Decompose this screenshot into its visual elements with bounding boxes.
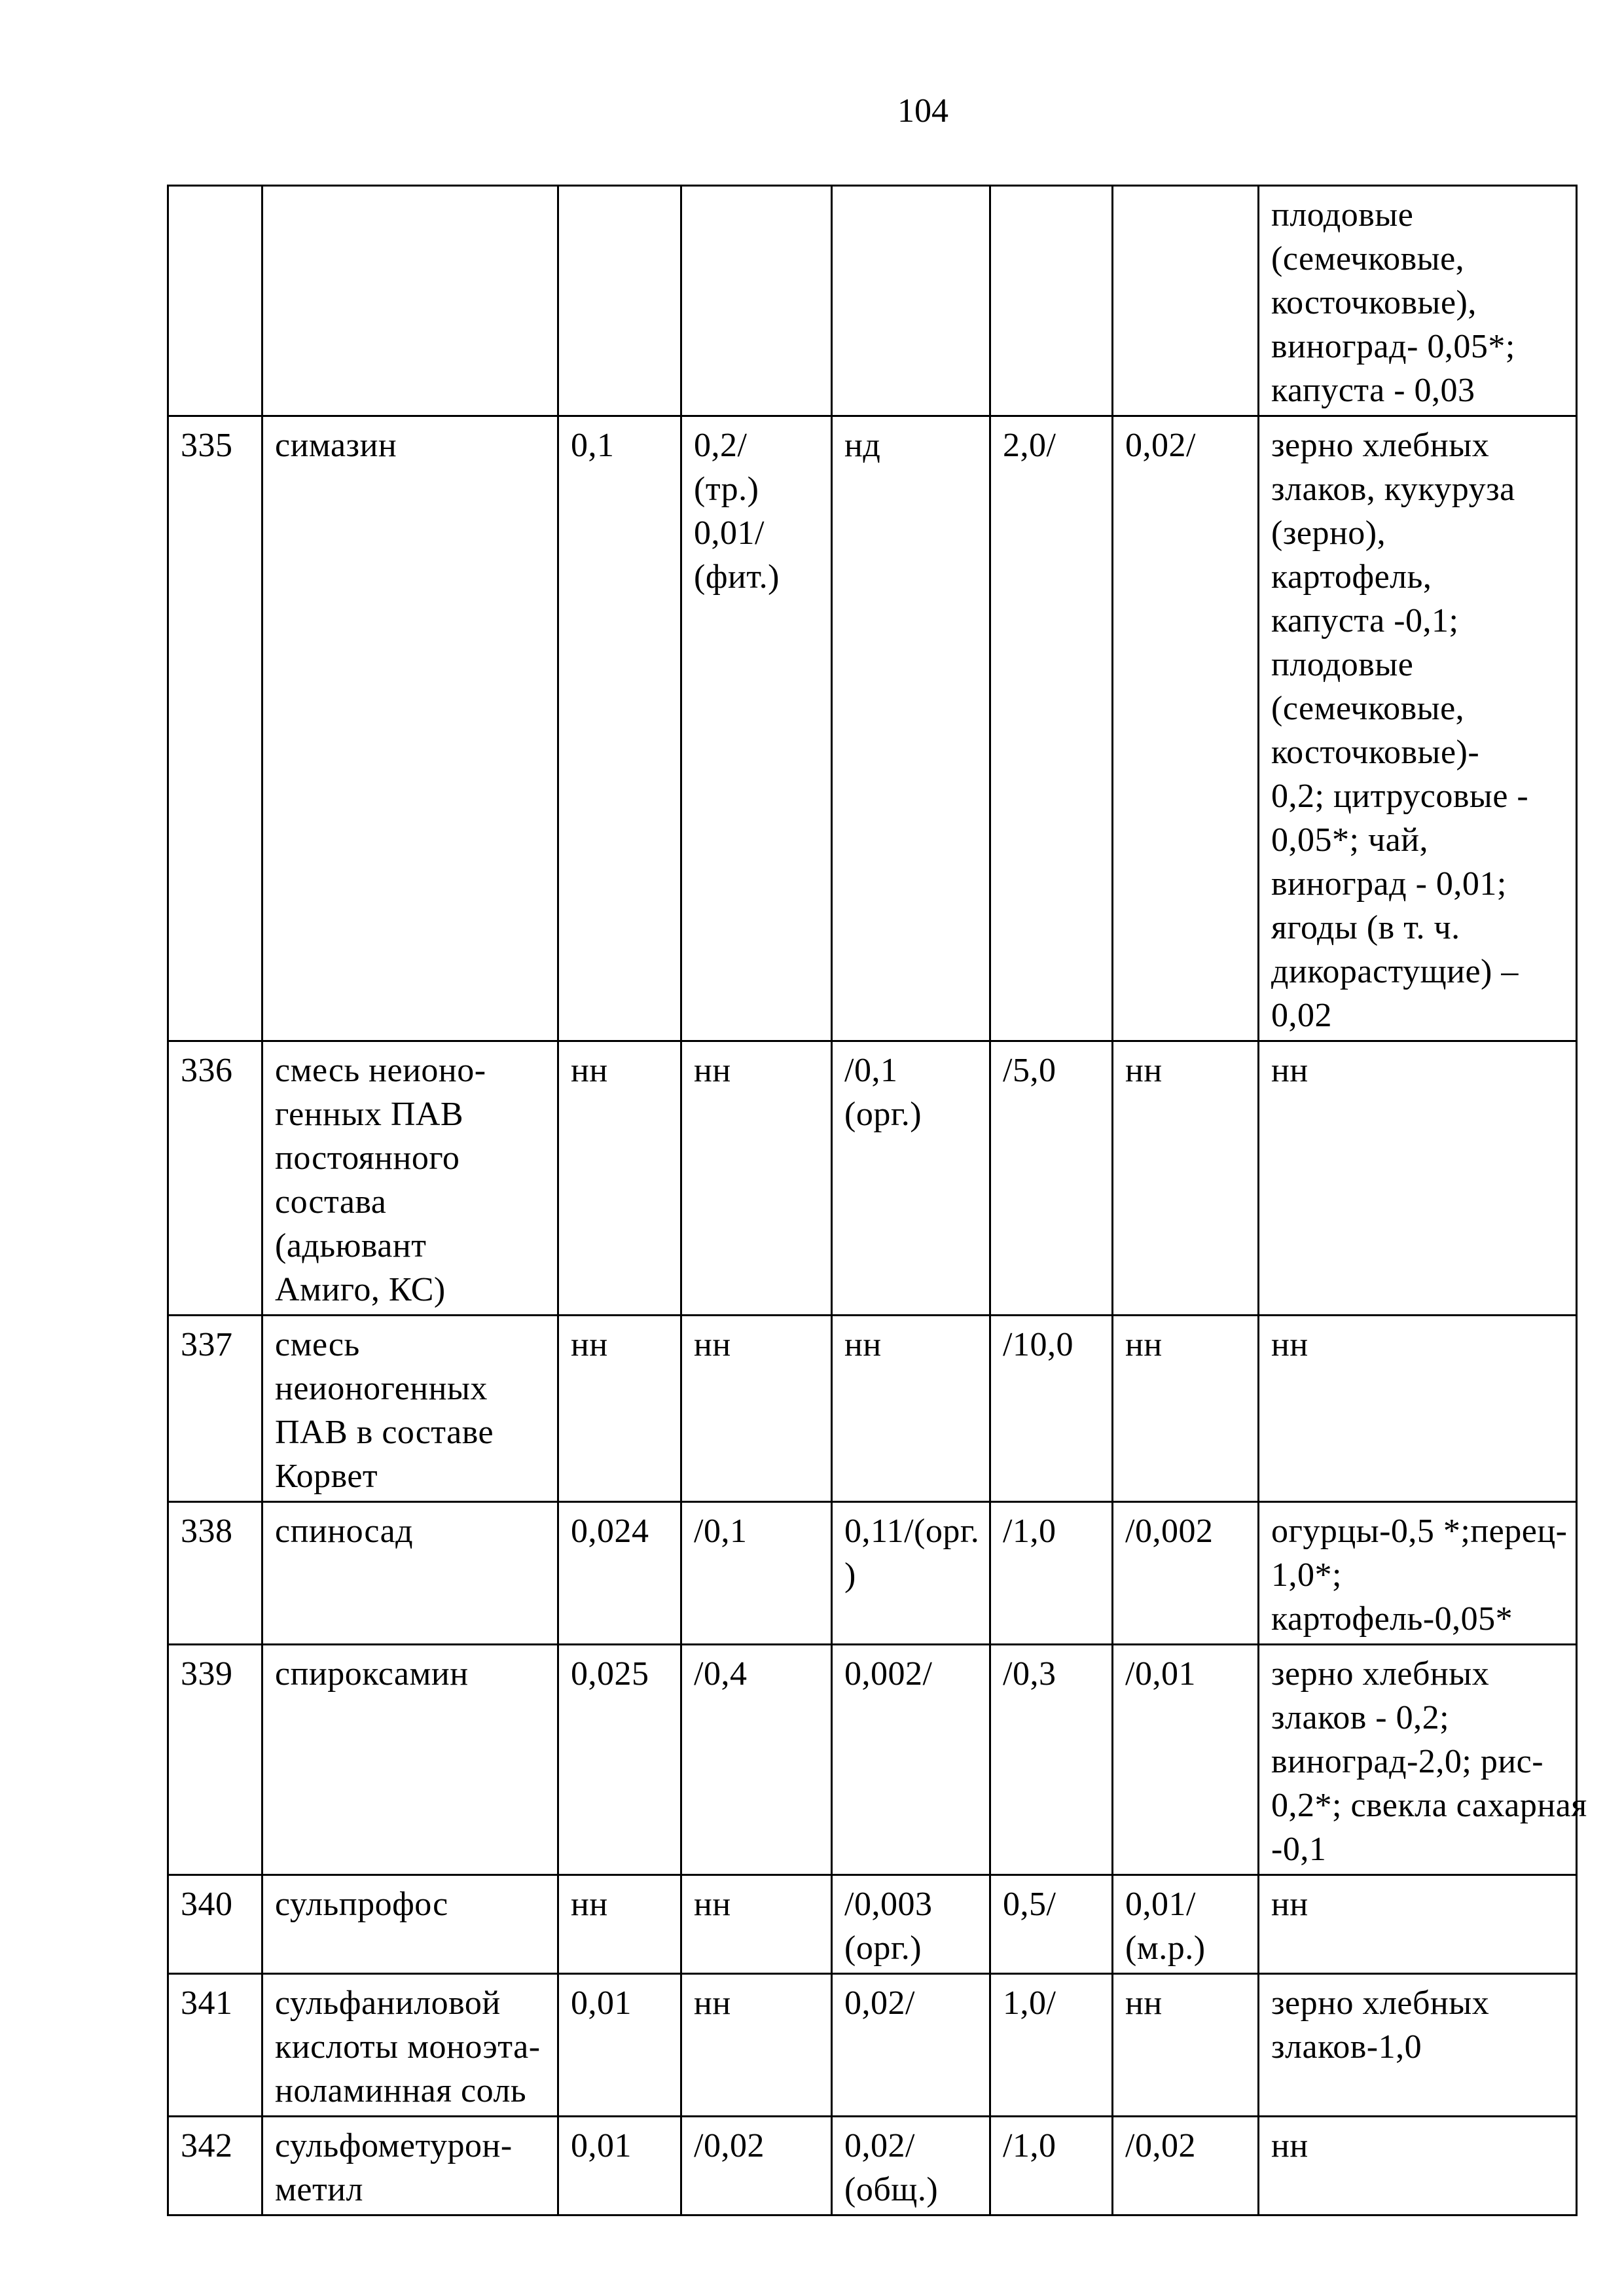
cell-crops-mrl bbox=[1259, 2117, 1577, 2215]
cell-text-line: неионогенных bbox=[275, 1370, 488, 1407]
table-row bbox=[168, 1041, 1577, 1316]
cell-text-line: 0,01/ bbox=[694, 514, 765, 552]
cell-col-5 bbox=[832, 1041, 990, 1316]
cell-text-line: 0,05*; чай, bbox=[1271, 821, 1429, 859]
cell-text-line: плодовые bbox=[1271, 196, 1414, 234]
cell-row-number bbox=[168, 416, 262, 1041]
cell-text-line: капуста -0,1; bbox=[1271, 602, 1459, 639]
cell-text-line: 0,02/ bbox=[844, 2127, 915, 2164]
cell-col-5 bbox=[832, 186, 990, 416]
cell-col-4 bbox=[681, 186, 832, 416]
cell-col-5 bbox=[832, 1875, 990, 1974]
cell-row-number bbox=[168, 1645, 262, 1875]
cell-text-line: нн bbox=[844, 1326, 882, 1363]
cell-substance-name bbox=[262, 416, 558, 1041]
cell-col-3 bbox=[558, 1041, 681, 1316]
cell-text-line: /1,0 bbox=[1003, 1513, 1056, 1550]
cell-col-7 bbox=[1113, 1645, 1259, 1875]
cell-text-line: виноград-2,0; рис- bbox=[1271, 1743, 1544, 1780]
cell-col-5 bbox=[832, 1974, 990, 2117]
cell-text-line: смесь bbox=[275, 1326, 360, 1363]
table-row bbox=[168, 1645, 1577, 1875]
cell-col-3 bbox=[558, 186, 681, 416]
cell-text-line: сульфометурон- bbox=[275, 2127, 513, 2164]
cell-text-line: (тр.) bbox=[694, 471, 759, 508]
cell-col-5 bbox=[832, 2117, 990, 2215]
table-row bbox=[168, 1316, 1577, 1502]
cell-text-line: симазин bbox=[275, 427, 397, 464]
cell-text-line: /1,0 bbox=[1003, 2127, 1056, 2164]
cell-text-line: /0,02 bbox=[694, 2127, 765, 2164]
cell-row-number bbox=[168, 1974, 262, 2117]
cell-col-5 bbox=[832, 1502, 990, 1645]
table-row bbox=[168, 186, 1577, 416]
cell-col-3 bbox=[558, 416, 681, 1041]
cell-text-line: нн bbox=[694, 1886, 731, 1923]
cell-text-line: 342 bbox=[181, 2127, 233, 2164]
cell-col-6 bbox=[990, 1875, 1113, 1974]
table-row bbox=[168, 2117, 1577, 2215]
table-row bbox=[168, 1974, 1577, 2117]
cell-col-4 bbox=[681, 1645, 832, 1875]
cell-text-line: (зерно), bbox=[1271, 514, 1386, 552]
cell-col-5 bbox=[832, 1645, 990, 1875]
cell-col-6 bbox=[990, 1041, 1113, 1316]
table-row bbox=[168, 1502, 1577, 1645]
cell-text-line: ПАВ в составе bbox=[275, 1414, 494, 1451]
cell-text-line: 338 bbox=[181, 1513, 233, 1550]
cell-col-4 bbox=[681, 1041, 832, 1316]
cell-text-line: /0,1 bbox=[694, 1513, 748, 1550]
cell-col-7 bbox=[1113, 1875, 1259, 1974]
table-body bbox=[168, 186, 1587, 2215]
cell-text-line: нн bbox=[571, 1886, 608, 1923]
cell-text-line: 0,024 bbox=[571, 1513, 649, 1550]
cell-text-line: нн bbox=[1125, 1326, 1163, 1363]
cell-substance-name bbox=[262, 1974, 558, 2117]
cell-text-line: /0,003 bbox=[844, 1886, 933, 1923]
cell-text-line: Корвет bbox=[275, 1458, 378, 1495]
cell-text-line: нн bbox=[1125, 1052, 1163, 1089]
cell-text-line: 0,025 bbox=[571, 1655, 649, 1693]
cell-row-number bbox=[168, 1502, 262, 1645]
cell-col-3 bbox=[558, 1645, 681, 1875]
cell-substance-name bbox=[262, 1502, 558, 1645]
cell-col-3 bbox=[558, 1974, 681, 2117]
cell-text-line: ) bbox=[844, 1556, 856, 1594]
cell-text-line: виноград - 0,01; bbox=[1271, 865, 1507, 903]
cell-text-line: злаков, кукуруза bbox=[1271, 471, 1515, 508]
cell-text-line: (семечковые, bbox=[1271, 690, 1465, 727]
cell-text-line: /10,0 bbox=[1003, 1326, 1074, 1363]
cell-text-line: постоянного bbox=[275, 1139, 460, 1177]
cell-text-line: нн bbox=[694, 1984, 731, 2022]
cell-col-7 bbox=[1113, 1502, 1259, 1645]
cell-text-line: зерно хлебных bbox=[1271, 427, 1490, 464]
cell-col-7 bbox=[1113, 1041, 1259, 1316]
cell-text-line: 336 bbox=[181, 1052, 233, 1089]
cell-text-line: ноламинная соль bbox=[275, 2072, 527, 2109]
cell-text-line: виноград- 0,05*; bbox=[1271, 328, 1515, 365]
cell-text-line: (семечковые, bbox=[1271, 240, 1465, 278]
cell-text-line: дикорастущие) – bbox=[1271, 953, 1519, 990]
cell-col-6 bbox=[990, 2117, 1113, 2215]
cell-text-line: нн bbox=[1271, 1052, 1308, 1089]
cell-text-line: /0,3 bbox=[1003, 1655, 1056, 1693]
cell-row-number bbox=[168, 1316, 262, 1502]
cell-text-line: /0,002 bbox=[1125, 1513, 1214, 1550]
cell-text-line: Амиго, КС) bbox=[275, 1271, 446, 1308]
hygiene-standards-table bbox=[167, 185, 1587, 2216]
cell-col-7 bbox=[1113, 2117, 1259, 2215]
cell-text-line: нн bbox=[571, 1326, 608, 1363]
cell-text-line: 0,1 bbox=[571, 427, 615, 464]
cell-text-line: 0,5/ bbox=[1003, 1886, 1056, 1923]
cell-text-line: 335 bbox=[181, 427, 233, 464]
cell-row-number bbox=[168, 1875, 262, 1974]
page-number: 104 bbox=[897, 92, 948, 130]
cell-text-line: нн bbox=[1271, 2127, 1308, 2164]
cell-text-line: сульфаниловой bbox=[275, 1984, 501, 2022]
cell-col-5 bbox=[832, 1316, 990, 1502]
cell-col-6 bbox=[990, 1645, 1113, 1875]
cell-col-3 bbox=[558, 1875, 681, 1974]
cell-text-line: кислоты моноэта- bbox=[275, 2028, 541, 2066]
cell-text-line: (адьювант bbox=[275, 1227, 427, 1265]
cell-col-6 bbox=[990, 1974, 1113, 2117]
cell-text-line: огурцы-0,5 *;перец- bbox=[1271, 1513, 1568, 1550]
cell-text-line: 0,2/ bbox=[694, 427, 748, 464]
cell-col-6 bbox=[990, 1316, 1113, 1502]
cell-text-line: 0,02/ bbox=[1125, 427, 1196, 464]
cell-col-3 bbox=[558, 2117, 681, 2215]
cell-text-line: 0,01 bbox=[571, 1984, 632, 2022]
cell-col-4 bbox=[681, 2117, 832, 2215]
cell-text-line: капуста - 0,03 bbox=[1271, 372, 1475, 409]
cell-col-6 bbox=[990, 186, 1113, 416]
cell-crops-mrl bbox=[1259, 186, 1577, 416]
cell-crops-mrl bbox=[1259, 1041, 1577, 1316]
cell-text-line: спироксамин bbox=[275, 1655, 469, 1693]
cell-text-line: 339 bbox=[181, 1655, 233, 1693]
cell-col-6 bbox=[990, 416, 1113, 1041]
cell-crops-mrl bbox=[1259, 416, 1577, 1041]
cell-text-line: сульпрофос bbox=[275, 1886, 448, 1923]
cell-text-line: ягоды (в т. ч. bbox=[1271, 909, 1460, 946]
cell-text-line: 0,02 bbox=[1271, 997, 1332, 1034]
cell-text-line: 341 bbox=[181, 1984, 233, 2022]
cell-col-4 bbox=[681, 1502, 832, 1645]
cell-text-line: /0,02 bbox=[1125, 2127, 1196, 2164]
cell-row-number bbox=[168, 186, 262, 416]
cell-text-line: нн bbox=[694, 1326, 731, 1363]
cell-text-line: 1,0/ bbox=[1003, 1984, 1056, 2022]
cell-substance-name bbox=[262, 1041, 558, 1316]
cell-text-line: 0,002/ bbox=[844, 1655, 933, 1693]
cell-substance-name bbox=[262, 1875, 558, 1974]
cell-col-7 bbox=[1113, 416, 1259, 1041]
cell-text-line: (общ.) bbox=[844, 2171, 939, 2208]
cell-substance-name bbox=[262, 1645, 558, 1875]
cell-substance-name bbox=[262, 1316, 558, 1502]
cell-text-line: нн bbox=[1271, 1326, 1308, 1363]
cell-text-line: нн bbox=[571, 1052, 608, 1089]
cell-col-6 bbox=[990, 1502, 1113, 1645]
cell-text-line: зерно хлебных bbox=[1271, 1655, 1490, 1693]
cell-text-line: (орг.) bbox=[844, 1929, 922, 1967]
cell-text-line: косточковые)- bbox=[1271, 734, 1480, 771]
cell-col-3 bbox=[558, 1316, 681, 1502]
cell-col-3 bbox=[558, 1502, 681, 1645]
cell-text-line: смесь неионо- bbox=[275, 1052, 486, 1089]
table-row bbox=[168, 1875, 1577, 1974]
cell-col-4 bbox=[681, 1974, 832, 2117]
cell-crops-mrl bbox=[1259, 1974, 1577, 2117]
cell-text-line: состава bbox=[275, 1183, 387, 1221]
cell-text-line: /0,1 bbox=[844, 1052, 898, 1089]
cell-crops-mrl bbox=[1259, 1502, 1577, 1645]
cell-text-line: 2,0/ bbox=[1003, 427, 1056, 464]
cell-text-line: нн bbox=[1125, 1984, 1163, 2022]
cell-text-line: 0,01 bbox=[571, 2127, 632, 2164]
cell-substance-name bbox=[262, 186, 558, 416]
cell-crops-mrl bbox=[1259, 1875, 1577, 1974]
cell-col-7 bbox=[1113, 1974, 1259, 2117]
cell-text-line: /0,01 bbox=[1125, 1655, 1196, 1693]
cell-text-line: -0,1 bbox=[1271, 1831, 1327, 1868]
cell-text-line: 0,02/ bbox=[844, 1984, 915, 2022]
cell-text-line: картофель-0,05* bbox=[1271, 1600, 1513, 1638]
cell-text-line: метил bbox=[275, 2171, 363, 2208]
cell-text-line: злаков-1,0 bbox=[1271, 2028, 1422, 2066]
cell-col-4 bbox=[681, 416, 832, 1041]
cell-crops-mrl bbox=[1259, 1645, 1587, 1875]
cell-text-line: спиносад bbox=[275, 1513, 414, 1550]
cell-text-line: 340 bbox=[181, 1886, 233, 1923]
cell-text-line: 0,2*; свекла сахарная bbox=[1271, 1787, 1587, 1824]
cell-col-5 bbox=[832, 416, 990, 1041]
cell-text-line: (фит.) bbox=[694, 558, 780, 596]
cell-text-line: нн bbox=[1271, 1886, 1308, 1923]
cell-text-line: злаков - 0,2; bbox=[1271, 1699, 1450, 1736]
table-row bbox=[168, 416, 1577, 1041]
cell-text-line: (м.р.) bbox=[1125, 1929, 1206, 1967]
cell-text-line: зерно хлебных bbox=[1271, 1984, 1490, 2022]
cell-text-line: 0,01/ bbox=[1125, 1886, 1196, 1923]
cell-col-4 bbox=[681, 1316, 832, 1502]
cell-text-line: /5,0 bbox=[1003, 1052, 1056, 1089]
cell-row-number bbox=[168, 2117, 262, 2215]
cell-text-line: (орг.) bbox=[844, 1096, 922, 1133]
cell-text-line: /0,4 bbox=[694, 1655, 748, 1693]
cell-text-line: косточковые), bbox=[1271, 284, 1477, 321]
cell-text-line: картофель, bbox=[1271, 558, 1432, 596]
cell-text-line: 1,0*; bbox=[1271, 1556, 1342, 1594]
cell-text-line: нд bbox=[844, 427, 881, 464]
cell-crops-mrl bbox=[1259, 1316, 1577, 1502]
cell-col-4 bbox=[681, 1875, 832, 1974]
cell-text-line: 0,11/(орг. bbox=[844, 1513, 980, 1550]
cell-col-7 bbox=[1113, 186, 1259, 416]
cell-text-line: генных ПАВ bbox=[275, 1096, 464, 1133]
cell-row-number bbox=[168, 1041, 262, 1316]
cell-col-7 bbox=[1113, 1316, 1259, 1502]
cell-text-line: 337 bbox=[181, 1326, 233, 1363]
cell-text-line: 0,2; цитрусовые - bbox=[1271, 778, 1529, 815]
cell-text-line: нн bbox=[694, 1052, 731, 1089]
cell-text-line: плодовые bbox=[1271, 646, 1414, 683]
cell-substance-name bbox=[262, 2117, 558, 2215]
